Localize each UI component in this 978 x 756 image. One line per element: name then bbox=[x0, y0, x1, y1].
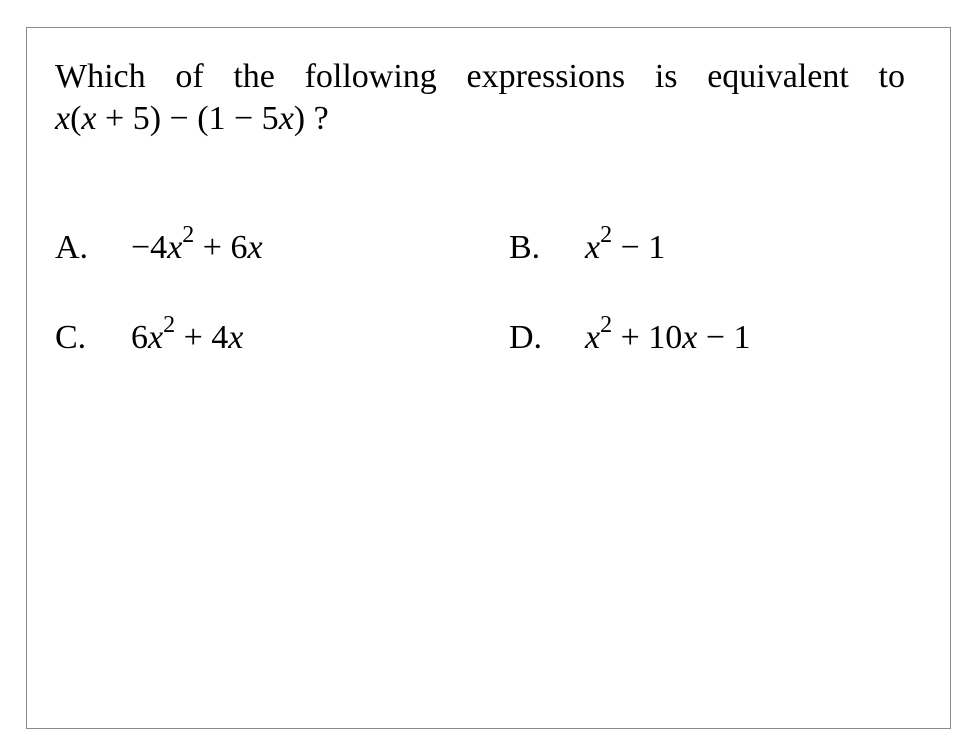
question-word: following bbox=[304, 58, 437, 95]
math-variable: x bbox=[247, 229, 263, 266]
choice-expression bbox=[131, 221, 263, 269]
answer-choice-c[interactable] bbox=[55, 311, 244, 359]
math-variable: x bbox=[228, 319, 244, 356]
math-variable: x bbox=[585, 319, 601, 356]
choice-letter: A. bbox=[55, 229, 89, 266]
question-word: is bbox=[654, 58, 678, 95]
choice-letter: B. bbox=[509, 229, 541, 266]
math-exponent: 2 bbox=[600, 221, 613, 248]
answer-choice-d[interactable] bbox=[509, 311, 751, 359]
question-expression bbox=[55, 98, 905, 140]
math-variable: x bbox=[148, 319, 164, 356]
math-variable: x bbox=[81, 100, 97, 137]
math-text: + 10 bbox=[612, 319, 683, 356]
question-stem bbox=[55, 56, 905, 140]
math-exponent: 2 bbox=[182, 221, 195, 248]
math-variable: x bbox=[55, 100, 71, 137]
question-word: expressions bbox=[466, 58, 626, 95]
question-word: of bbox=[175, 58, 204, 95]
choice-letter: C. bbox=[55, 319, 87, 356]
math-text: − 1 bbox=[697, 319, 751, 356]
question-word: equivalent bbox=[707, 58, 849, 95]
math-text: ( bbox=[70, 100, 82, 137]
math-text: − 1 bbox=[612, 229, 666, 266]
math-text: + 5) − (1 − 5 bbox=[96, 100, 279, 137]
math-text: 6 bbox=[131, 319, 148, 356]
choice-expression bbox=[585, 221, 666, 269]
math-text: −4 bbox=[131, 229, 168, 266]
question-mark: ? bbox=[305, 100, 329, 137]
question-card bbox=[26, 27, 951, 729]
question-word: Which bbox=[55, 58, 146, 95]
math-text: + 6 bbox=[194, 229, 248, 266]
question-word: the bbox=[233, 58, 275, 95]
choice-letter: D. bbox=[509, 319, 543, 356]
math-text: ) bbox=[293, 100, 306, 137]
answer-choice-b[interactable] bbox=[509, 221, 666, 269]
choice-expression bbox=[585, 311, 751, 359]
math-variable: x bbox=[682, 319, 698, 356]
choice-expression bbox=[131, 311, 244, 359]
question-word: to bbox=[878, 58, 905, 95]
math-exponent: 2 bbox=[600, 311, 613, 338]
math-variable: x bbox=[278, 100, 294, 137]
math-variable: x bbox=[167, 229, 183, 266]
math-variable: x bbox=[585, 229, 601, 266]
math-text: + 4 bbox=[175, 319, 229, 356]
question-line-1 bbox=[55, 56, 905, 98]
answer-choice-a[interactable] bbox=[55, 221, 263, 269]
math-exponent: 2 bbox=[163, 311, 176, 338]
